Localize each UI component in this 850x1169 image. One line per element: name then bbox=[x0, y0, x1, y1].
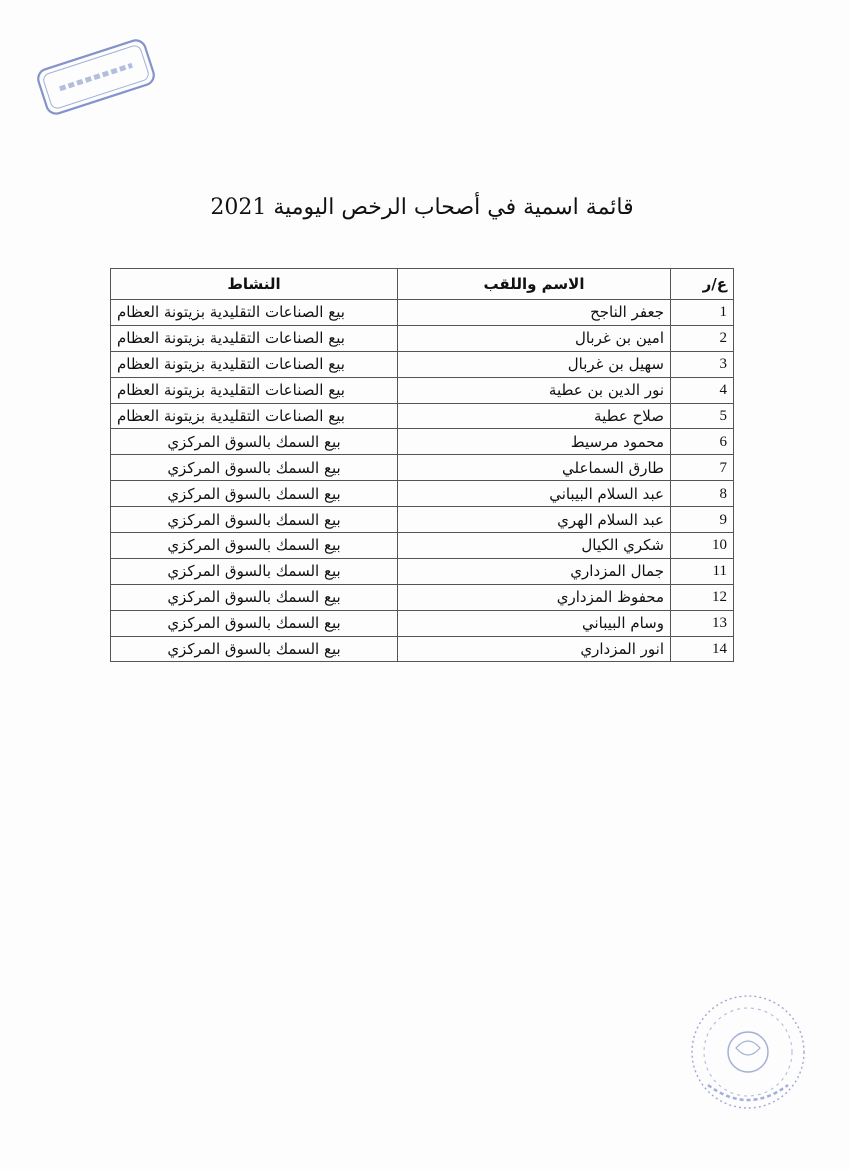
row-number: 7 bbox=[671, 455, 734, 481]
row-number: 3 bbox=[671, 351, 734, 377]
row-number: 12 bbox=[671, 584, 734, 610]
stamp-bottom-seal bbox=[678, 990, 818, 1120]
row-name: نور الدين بن عطية bbox=[398, 377, 671, 403]
row-number: 10 bbox=[671, 533, 734, 559]
row-number: 1 bbox=[671, 300, 734, 326]
row-activity: بيع السمك بالسوق المركزي bbox=[111, 533, 398, 559]
row-number: 8 bbox=[671, 481, 734, 507]
row-activity: بيع الصناعات التقليدية بزيتونة العظام bbox=[111, 377, 398, 403]
row-name: طارق السماعلي bbox=[398, 455, 671, 481]
table-row bbox=[111, 377, 734, 403]
row-number: 4 bbox=[671, 377, 734, 403]
header-number: ع/ر bbox=[671, 269, 734, 300]
table-header-row bbox=[111, 269, 734, 300]
row-name: انور المزداري bbox=[398, 636, 671, 662]
table-row bbox=[111, 481, 734, 507]
row-number: 9 bbox=[671, 507, 734, 533]
table-row bbox=[111, 325, 734, 351]
row-name: جمال المزداري bbox=[398, 558, 671, 584]
header-activity: النشاط bbox=[111, 269, 398, 300]
row-activity: بيع الصناعات التقليدية بزيتونة العظام bbox=[111, 325, 398, 351]
row-number: 6 bbox=[671, 429, 734, 455]
table-row bbox=[111, 455, 734, 481]
row-name: وسام البيباني bbox=[398, 610, 671, 636]
row-name: شكري الكيال bbox=[398, 533, 671, 559]
row-activity: بيع السمك بالسوق المركزي bbox=[111, 455, 398, 481]
row-number: 5 bbox=[671, 403, 734, 429]
header-name: الاسم واللقب bbox=[398, 269, 671, 300]
stamp-top-seal bbox=[30, 31, 162, 123]
table-row bbox=[111, 584, 734, 610]
row-activity: بيع السمك بالسوق المركزي bbox=[111, 507, 398, 533]
row-activity: بيع الصناعات التقليدية بزيتونة العظام bbox=[111, 351, 398, 377]
table-row bbox=[111, 610, 734, 636]
table-row bbox=[111, 507, 734, 533]
row-name: عبد السلام البيباني bbox=[398, 481, 671, 507]
row-name: امين بن غربال bbox=[398, 325, 671, 351]
row-number: 2 bbox=[671, 325, 734, 351]
table-row bbox=[111, 429, 734, 455]
row-activity: بيع السمك بالسوق المركزي bbox=[111, 558, 398, 584]
table-row bbox=[111, 636, 734, 662]
row-name: محمود مرسيط bbox=[398, 429, 671, 455]
table-row bbox=[111, 351, 734, 377]
row-activity: بيع السمك بالسوق المركزي bbox=[111, 636, 398, 662]
row-name: سهيل بن غربال bbox=[398, 351, 671, 377]
row-number: 13 bbox=[671, 610, 734, 636]
table-row bbox=[111, 403, 734, 429]
row-number: 11 bbox=[671, 558, 734, 584]
row-name: محفوظ المزداري bbox=[398, 584, 671, 610]
document-title: قائمة اسمية في أصحاب الرخص اليومية 2021 bbox=[210, 195, 634, 220]
row-activity: بيع السمك بالسوق المركزي bbox=[111, 610, 398, 636]
row-activity: بيع السمك بالسوق المركزي bbox=[111, 481, 398, 507]
row-name: عبد السلام الهري bbox=[398, 507, 671, 533]
table-row bbox=[111, 300, 734, 326]
table-row bbox=[111, 558, 734, 584]
row-activity: بيع السمك بالسوق المركزي bbox=[111, 584, 398, 610]
row-name: صلاح عطية bbox=[398, 403, 671, 429]
table-row bbox=[111, 533, 734, 559]
row-activity: بيع السمك بالسوق المركزي bbox=[111, 429, 398, 455]
license-holders-table bbox=[110, 268, 734, 662]
row-activity: بيع الصناعات التقليدية بزيتونة العظام bbox=[111, 300, 398, 326]
row-name: جعفر الناجح bbox=[398, 300, 671, 326]
row-number: 14 bbox=[671, 636, 734, 662]
row-activity: بيع الصناعات التقليدية بزيتونة العظام bbox=[111, 403, 398, 429]
